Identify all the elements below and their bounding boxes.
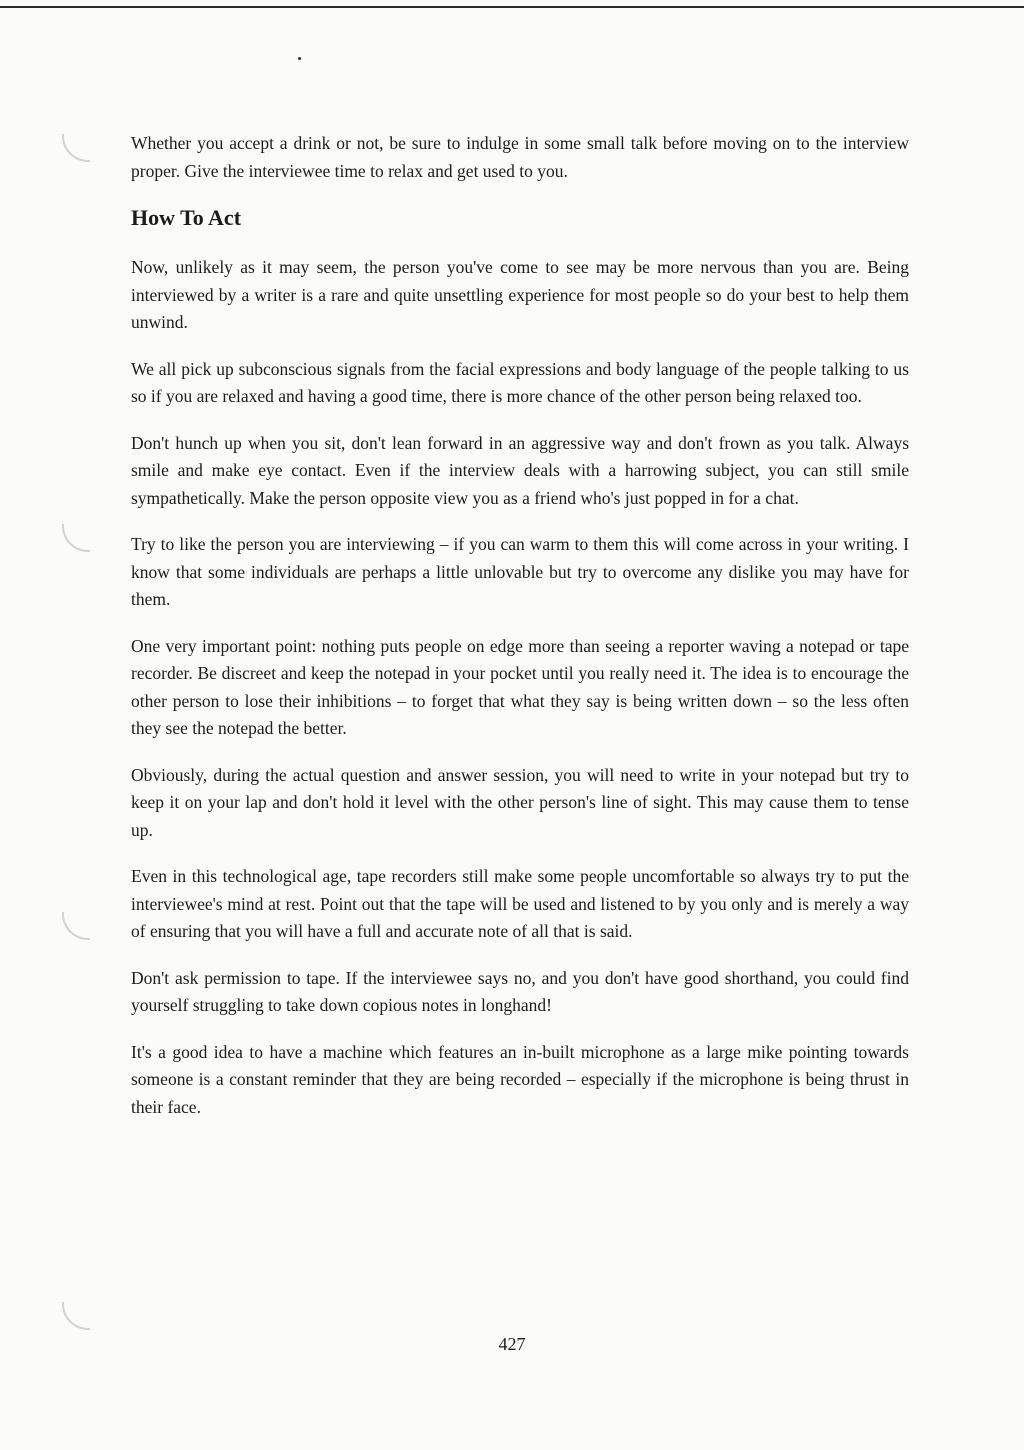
body-paragraph: Now, unlikely as it may seem, the person you've come to see may be more nervous than you are. Being interviewed by a writer is a rare and quite unsettling experience for most people so do your best to help them unwind.: [131, 257, 909, 332]
binder-hole-mark: [62, 1302, 90, 1330]
page-body: [131, 130, 909, 1140]
top-edge-rule: [0, 6, 1024, 8]
body-paragraph: One very important point: nothing puts people on edge more than seeing a reporter waving a notepad or tape recorder. Be discreet and keep the notepad in your pocket until you really need it. The idea is to encourage the other person to lose their inhibitions – to forget that what they say is being written down – so the less often they see the notepad the better.: [131, 635, 909, 738]
binder-hole-mark: [62, 524, 90, 552]
body-paragraph: It's a good idea to have a machine which features an in-built microphone as a large mike pointing towards someone is a constant reminder that they are being recorded – especially if the microphone is being thrust in their face.: [131, 1041, 909, 1117]
scan-speck: [298, 57, 301, 60]
body-paragraph: Even in this technological age, tape recorders still make some people uncomfortable so always try to put the interviewee's mind at rest. Point out that the tape will be used and listened to by you only and is merely a way of ensuring that you will have a full and accurate note of all that is said.: [131, 866, 909, 941]
body-paragraph: We all pick up subconscious signals from the facial expressions and body language of the people talking to us so if you are relaxed and having a good time, there is more chance of the other person being relaxed too.: [131, 358, 909, 406]
body-paragraph: Don't hunch up when you sit, don't lean forward in an aggressive way and don't frown as you talk. Always smile and make eye contact. Even if the interview deals with a harrowing subject, you can still smile sympathetically. Make the person opposite view you as a friend who's just popped in for a chat.: [131, 432, 909, 508]
body-paragraph: Don't ask permission to tape. If the interviewee says no, and you don't have good shorthand, you could find yourself struggling to take down copious notes in longhand!: [131, 967, 909, 1015]
binder-hole-mark: [62, 912, 90, 940]
intro-paragraph: Whether you accept a drink or not, be sure to indulge in some small talk before moving on to the interview proper. Give the interviewee time to relax and get used to you.: [131, 133, 909, 181]
binder-hole-mark: [62, 134, 90, 162]
section-heading: How To Act: [131, 205, 242, 230]
page-number: 427: [498, 1334, 526, 1354]
body-paragraph: Try to like the person you are interviewing – if you can warm to them this will come across in your writing. I know that some individuals are perhaps a little unlovable but try to overcome any dislike you may have for them.: [131, 534, 909, 609]
body-paragraph: Obviously, during the actual question and answer session, you will need to write in your notepad but try to keep it on your lap and don't hold it level with the other person's line of sight. This may cause them to tense up.: [131, 764, 909, 840]
